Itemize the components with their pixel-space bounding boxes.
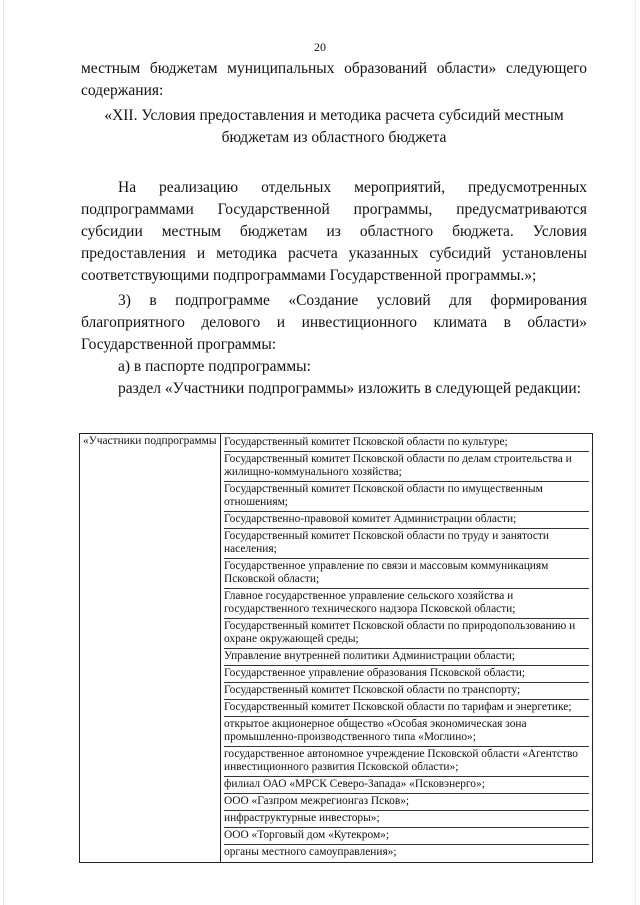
document-body bbox=[81, 58, 587, 400]
participant-entry: Государственный комитет Псковской области по природопользованию и охране окружающей среды; bbox=[224, 619, 589, 649]
participant-entry: Государственный комитет Псковской области по транспорту; bbox=[224, 683, 589, 700]
participant-entry: государственное автономное учреждение Псковской области «Агентство инвестиционного развития Псковской области»; bbox=[224, 747, 589, 777]
participant-entry: Государственный комитет Псковской области по имущественным отношениям; bbox=[224, 482, 589, 512]
participant-entry: филиал ОАО «МРСК Северо-Запада» «Псковэнерго»; bbox=[224, 777, 589, 794]
participant-entry: ООО «Торговый дом «Кутекром»; bbox=[224, 828, 589, 845]
participant-entry: Государственный комитет Псковской области по делам строительства и жилищно-коммунального хозяйства; bbox=[224, 452, 589, 482]
participants-row bbox=[80, 434, 593, 863]
participant-entry: Государственный комитет Псковской области по культуре; bbox=[224, 435, 589, 452]
paragraph-section-change: раздел «Участники подпрограммы» изложить в следующей редакции: bbox=[118, 380, 581, 397]
paragraph-item-a: а) в паспорте подпрограммы: bbox=[118, 358, 311, 375]
scan-edge-right bbox=[635, 0, 636, 905]
participant-entry: Управление внутренней политики Администрации области; bbox=[224, 649, 589, 666]
participant-entry: Государственный комитет Псковской области по труду и занятости населения; bbox=[224, 529, 589, 559]
participant-entry: Государственный комитет Псковской области по тарифам и энергетике; bbox=[224, 700, 589, 717]
intro-paragraph: местным бюджетам муниципальных образований области» следующего содержания: bbox=[81, 60, 587, 99]
participants-list-cell bbox=[221, 434, 593, 863]
participants-table bbox=[79, 433, 593, 863]
participant-entry: органы местного самоуправления»; bbox=[224, 846, 397, 858]
paragraph-item-3: 3) в подпрограмме «Создание условий для формирования благоприятного делового и инвестиционного климата в области» Государственной программы: bbox=[81, 292, 587, 353]
participant-entry: ООО «Газпром межрегионгаз Псков»; bbox=[224, 794, 589, 811]
participants-label-cell: «Участники подпрограммы bbox=[80, 434, 221, 863]
section-title-line-2: бюджетам из областного бюджета bbox=[221, 129, 447, 146]
scan-edge-left bbox=[3, 0, 4, 905]
participant-entry: Государственное управление образования Псковской области; bbox=[224, 666, 589, 683]
participant-entry: Главное государственное управление сельского хозяйства и государственного технического надзора Псковской области; bbox=[224, 589, 589, 619]
participant-entry: открытое акционерное общество «Особая экономическая зона промышленно-производственного типа «Моглино»; bbox=[224, 717, 589, 747]
participant-entry: инфраструктурные инвесторы»; bbox=[224, 811, 589, 828]
participant-entry: Государственное управление по связи и массовым коммуникациям Псковской области; bbox=[224, 559, 589, 589]
main-paragraph: На реализацию отдельных мероприятий, предусмотренных подпрограммами Государственной программы, предусматриваются субсидии местным бюджетам из областного бюджета. Условия предоставления и методика расчета указанных субсидий установлены соответствующими подпрограммами Государственной программы.»; bbox=[81, 179, 587, 284]
participant-entry: Государственно-правовой комитет Администрации области; bbox=[224, 512, 589, 529]
section-title-line-1: «XII. Условия предоставления и методика расчета субсидий местным bbox=[104, 107, 564, 124]
page-number: 20 bbox=[314, 40, 326, 54]
